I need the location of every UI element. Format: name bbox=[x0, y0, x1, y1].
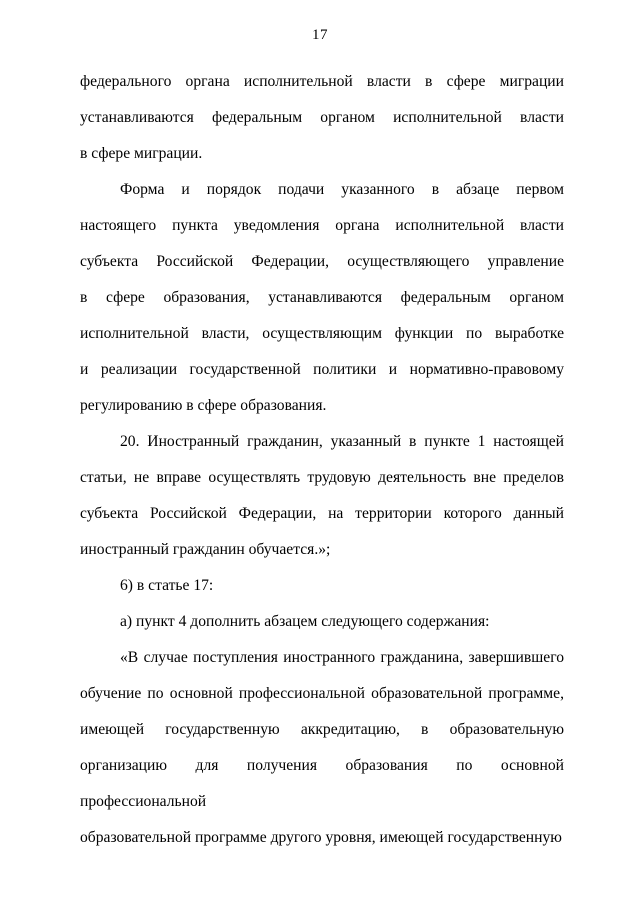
paragraph-2-line-1: Форма и порядок подачи указанного в абзаце первом bbox=[120, 181, 564, 198]
paragraph-3-line-3: субъекта Российской Федерации, на территории которого данный bbox=[80, 505, 564, 522]
paragraph-2-line-7: регулированию в сфере образования. bbox=[80, 397, 327, 414]
paragraph-2-line-2: настоящего пункта уведомления органа исполнительной власти bbox=[80, 217, 564, 234]
paragraph-3-line-1: 20. Иностранный гражданин, указанный в пункте 1 настоящей bbox=[120, 433, 564, 450]
document-body bbox=[80, 64, 564, 856]
paragraph-3-line-2: статьи, не вправе осуществлять трудовую деятельность вне пределов bbox=[80, 469, 564, 486]
paragraph-1-line-1: федерального органа исполнительной власти в сфере миграции bbox=[80, 73, 564, 90]
paragraph-1-line-2: устанавливаются федеральным органом исполнительной власти bbox=[80, 109, 564, 126]
paragraph-1-line-3: в сфере миграции. bbox=[80, 145, 203, 162]
paragraph-2-line-6: и реализации государственной политики и нормативно-правовому bbox=[80, 361, 564, 378]
paragraph-4-line-1: 6) в статье 17: bbox=[120, 577, 214, 594]
paragraph-3-line-4: иностранный гражданин обучается.»; bbox=[80, 541, 331, 558]
paragraph-6-line-4: организацию для получения образования по основной профессиональной bbox=[80, 757, 564, 810]
paragraph-6-line-5: образовательной программе другого уровня, имеющей государственную bbox=[80, 829, 562, 846]
page-number: 17 bbox=[312, 27, 328, 43]
paragraph-6-line-1: «В случае поступления иностранного гражданина, завершившего bbox=[120, 649, 564, 666]
paragraph-6-line-3: имеющей государственную аккредитацию, в образовательную bbox=[80, 721, 564, 738]
paragraph-6-line-2: обучение по основной профессиональной образовательной программе, bbox=[80, 685, 564, 702]
paragraph-2-line-5: исполнительной власти, осуществляющим функции по выработке bbox=[80, 325, 564, 342]
paragraph-2-line-3: субъекта Российской Федерации, осуществляющего управление bbox=[80, 253, 564, 270]
paragraph-5-line-1: а) пункт 4 дополнить абзацем следующего содержания: bbox=[120, 613, 490, 630]
paragraph-2-line-4: в сфере образования, устанавливаются федеральным органом bbox=[80, 289, 564, 306]
